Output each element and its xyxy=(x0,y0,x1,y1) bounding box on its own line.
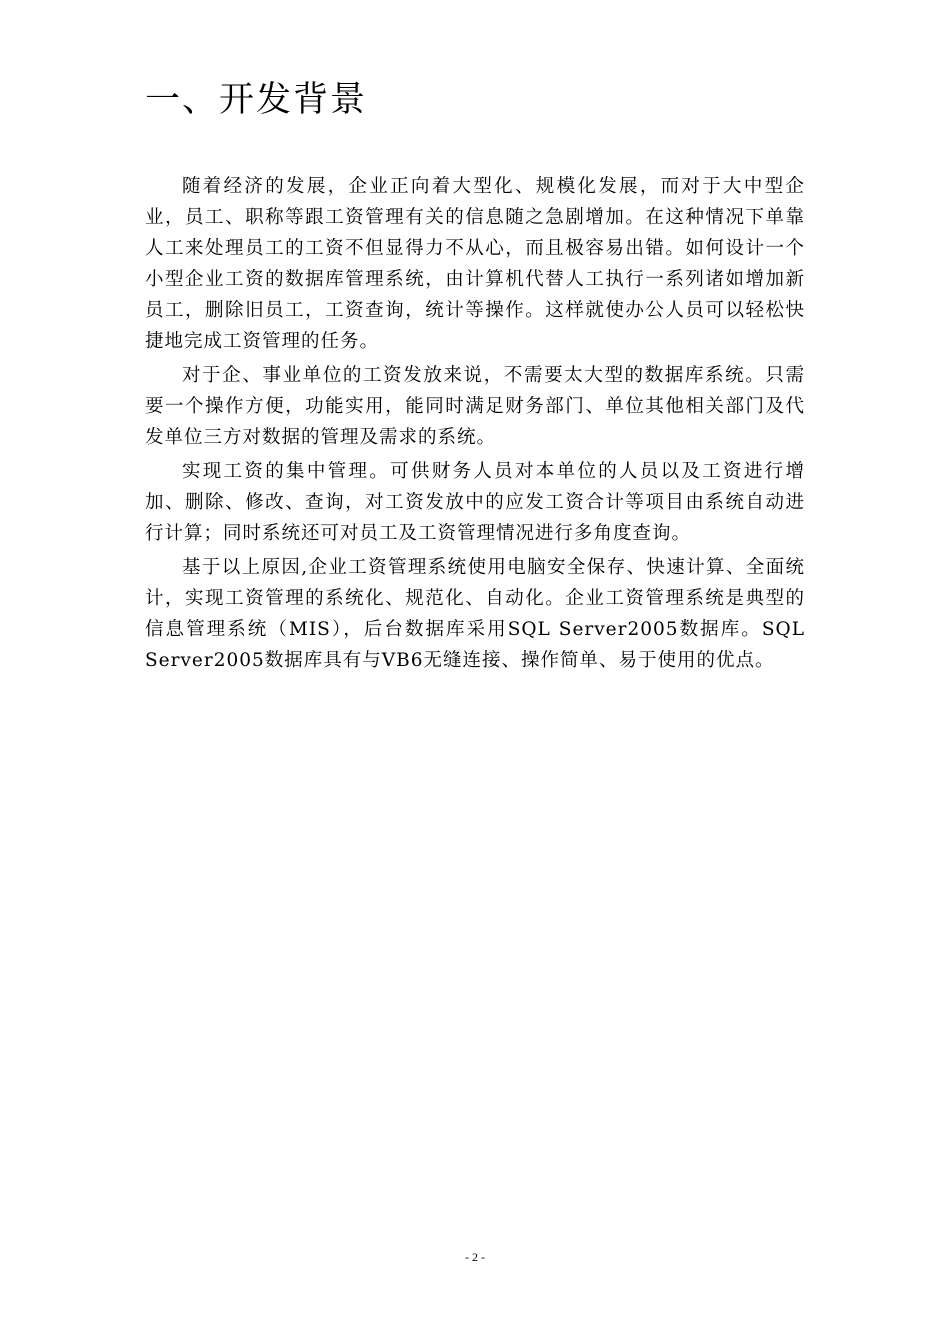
paragraph-centralized-management: 实现工资的集中管理。可供财务人员对本单位的人员以及工资进行增加、删除、修改、查询，对工资发放中的应发工资合计等项目由系统自动进行计算；同时系统还可对员工及工资管理情况进行多角度查询。 xyxy=(145,461,805,544)
paragraph-system-overview: 基于以上原因,企业工资管理系统使用电脑安全保存、快速计算、全面统计，实现工资管理的系统化、规范化、自动化。企业工资管理系统是典型的信息管理系统（MIS），后台数据库采用SQL Server2005数据库。SQL Server2005数据库具有与VB6无缝连接、操作简单、易于使用的优点。 xyxy=(145,557,805,671)
paragraph-requirements: 对于企、事业单位的工资发放来说，不需要太大型的数据库系统。只需要一个操作方便，功能实用，能同时满足财务部门、单位其他相关部门及代发单位三方对数据的管理及需求的系统。 xyxy=(145,365,805,448)
page-number: - 2 - xyxy=(465,1250,485,1264)
paragraph-background: 随着经济的发展，企业正向着大型化、规模化发展，而对于大中型企业，员工、职称等跟工资管理有关的信息随之急剧增加。在这种情况下单靠人工来处理员工的工资不但显得力不从心，而且极容易出错。如何设计一个小型企业工资的数据库管理系统，由计算机代替人工执行一系列诸如增加新员工，删除旧员工，工资查询，统计等操作。这样就使办公人员可以轻松快捷地完成工资管理的任务。 xyxy=(145,176,805,352)
body-text xyxy=(145,171,805,679)
section-heading: 一、开发背景 xyxy=(145,80,368,120)
